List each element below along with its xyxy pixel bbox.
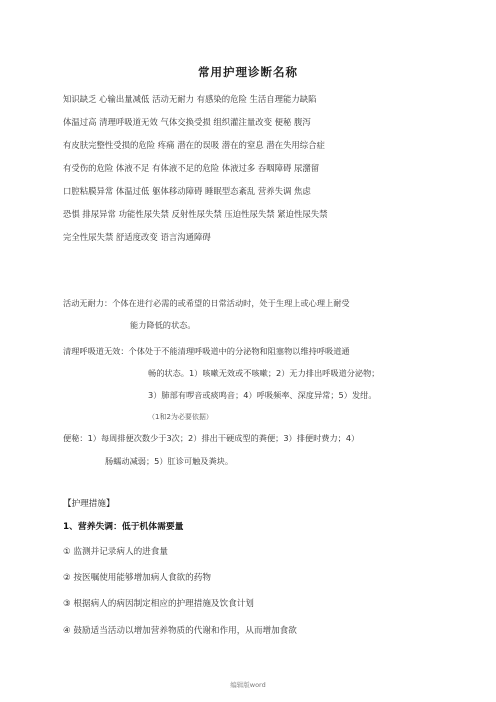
definition-continuation: 能力降低的状态。 <box>130 320 196 330</box>
page-title: 常用护理诊断名称 <box>198 65 298 79</box>
definition-note: （1和2为必要依据） <box>148 413 213 421</box>
diagnosis-line: 知识缺乏 心输出量减低 活动无耐力 有感染的危险 生活自理能力缺陷 <box>63 94 317 104</box>
page-footer: 编辑版word <box>230 681 266 689</box>
section-label: 【护理措施】 <box>63 499 115 509</box>
measure-item: ③ 根据病人的病因制定相应的护理措施及饮食计划 <box>63 599 254 609</box>
diagnosis-line: 有皮肤完整性受损的危险 疼痛 潜在的误吸 潜在的窒息 潜在失用综合症 <box>63 140 325 150</box>
definition-activity-intolerance: 活动无耐力：个体在进行必需的或希望的日常活动时，处于生理上或心理上耐受 <box>63 298 350 308</box>
definition-constipation: 便秘：1）每周排便次数少于3次；2）排出干硬成型的粪便；3）排便时费力；4） <box>63 433 360 443</box>
diagnosis-line: 口腔粘膜异常 体温过低 躯体移动障碍 睡眠型态紊乱 营养失调 焦虑 <box>63 186 311 196</box>
diagnosis-line: 有受伤的危险 体液不足 有体液不足的危险 体液过多 吞咽障碍 尿潴留 <box>63 163 320 173</box>
diagnosis-line: 恐惧 排尿异常 功能性尿失禁 反射性尿失禁 压迫性尿失禁 紧迫性尿失禁 <box>63 209 328 219</box>
measure-item: ① 监测并记录病人的进食量 <box>63 547 168 557</box>
diagnosis-line: 完全性尿失禁 舒适度改变 语言沟通障碍 <box>63 232 211 242</box>
definition-continuation: 畅的状态。1）咳嗽无效或不咳嗽；2）无力排出呼吸道分泌物； <box>148 368 380 378</box>
measure-item: ② 按医嘱使用能够增加病人食欲的药物 <box>63 573 211 583</box>
measure-item: ④ 鼓励适当活动以增加营养物质的代谢和作用，从而增加食欲 <box>63 626 297 636</box>
definition-continuation: 3）肺部有啰音或痰鸣音；4）呼吸频率、深度异常；5）发绀。 <box>148 390 377 400</box>
diagnosis-line: 体温过高 清理呼吸道无效 气体交换受损 组织灌注量改变 便秘 腹泻 <box>63 117 311 127</box>
definition-airway-clearance: 清理呼吸道无效：个体处于不能清理呼吸道中的分泌物和阻塞物以维持呼吸道通 <box>63 346 350 356</box>
measure-heading: 1、营养失调：低于机体需要量 <box>63 522 184 532</box>
definition-continuation: 肠蠕动减弱；5）肛诊可触及粪块。 <box>105 456 234 466</box>
